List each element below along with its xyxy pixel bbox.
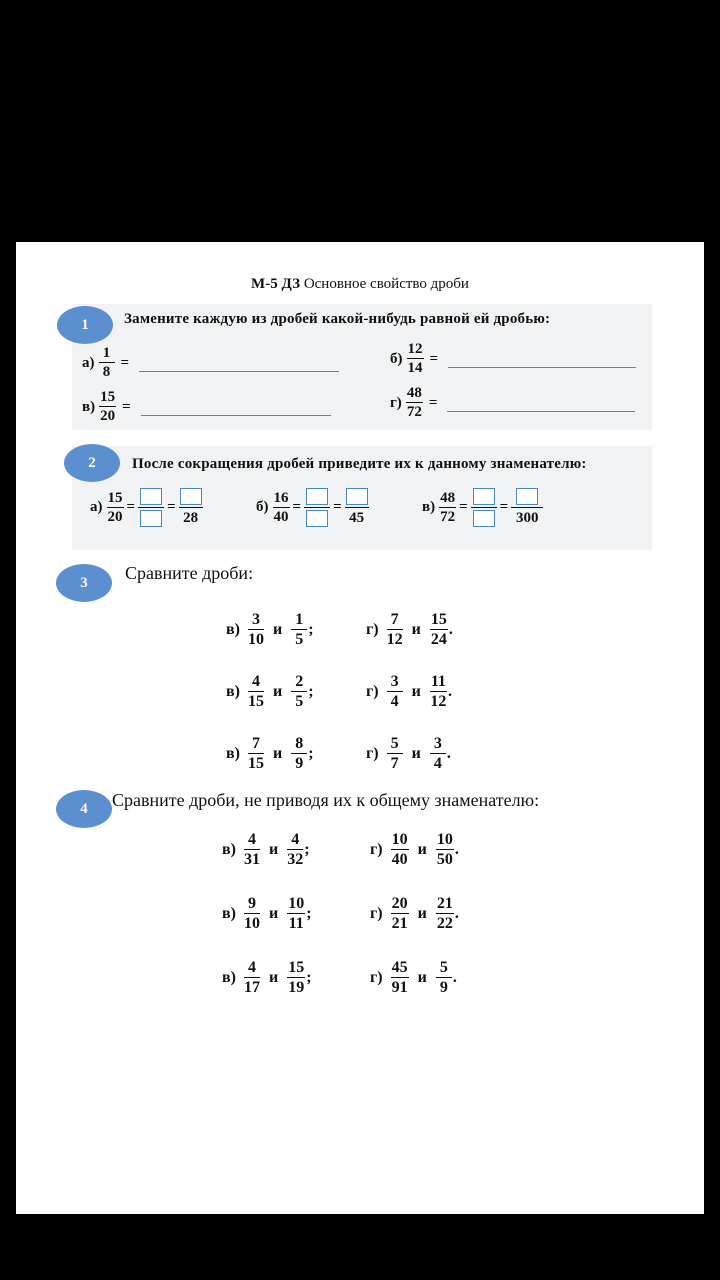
- item-label: б): [390, 350, 403, 367]
- equals-sign: =: [459, 499, 468, 515]
- fraction: $\frac{7}{15}$: [247, 735, 264, 772]
- fraction: $\frac{3}{10}$: [247, 611, 264, 648]
- fraction: $\frac{5}{7}$: [387, 736, 403, 772]
- conjunction: и: [268, 841, 279, 858]
- task3-row2-left: [226, 674, 314, 710]
- punctuation: .: [447, 683, 452, 700]
- fraction: $\frac{2}{5}$: [291, 674, 307, 710]
- task4-heading: Сравните дроби, не приводя их к общему знаменателю:: [112, 790, 540, 810]
- conjunction: и: [411, 683, 421, 700]
- answer-line[interactable]: [141, 415, 331, 416]
- numerator-box[interactable]: [473, 488, 495, 505]
- answer-line[interactable]: [139, 371, 339, 372]
- numerator-box[interactable]: [306, 488, 328, 505]
- conjunction: и: [272, 683, 283, 700]
- punctuation: ;: [308, 745, 314, 762]
- task2-number-badge: 2: [64, 444, 120, 482]
- task4-row3-right: [370, 960, 457, 996]
- conjunction: и: [272, 745, 283, 762]
- page-title: [0, 276, 720, 293]
- item-label: в): [226, 621, 240, 638]
- equals-sign: =: [499, 499, 509, 515]
- fraction: $\frac{11}{12}$: [430, 673, 447, 710]
- task4-row2-left: [222, 896, 312, 932]
- task1-item-b: [390, 342, 636, 376]
- item-label: в): [222, 905, 236, 922]
- punctuation: ;: [306, 905, 312, 922]
- numerator-box[interactable]: [346, 488, 368, 505]
- conjunction: и: [417, 841, 427, 858]
- conjunction: и: [417, 969, 427, 986]
- task3-row3-right: [366, 736, 451, 772]
- numerator-box[interactable]: [140, 488, 162, 505]
- item-label: г): [390, 394, 402, 411]
- task1-item-a: [82, 346, 339, 380]
- fraction: $\frac{21}{22}$: [436, 895, 453, 932]
- fraction: $\frac{7}{12}$: [386, 611, 403, 648]
- task4-row1-right: [370, 832, 459, 868]
- punctuation: ;: [306, 969, 312, 986]
- target-fraction: [179, 488, 203, 527]
- item-label: г): [370, 905, 383, 922]
- item-label: в): [82, 398, 96, 415]
- item-label: а): [90, 499, 103, 515]
- fraction: $\frac{15}{20}$: [107, 489, 123, 525]
- task3-row2-right: [366, 674, 452, 710]
- task2-heading: После сокращения дробей приведите их к данному знаменателю:: [132, 456, 587, 472]
- blank-fraction: [471, 488, 497, 527]
- answer-line[interactable]: [448, 367, 636, 368]
- task1-number-badge: 1: [57, 306, 113, 344]
- item-label: в): [226, 683, 240, 700]
- item-label: в): [222, 969, 236, 986]
- item-label: в): [422, 499, 436, 515]
- item-label: а): [82, 354, 95, 371]
- fraction: $\frac{45}{91}$: [391, 959, 408, 996]
- title-text: Основное свойство дроби: [303, 276, 469, 292]
- conjunction: и: [268, 969, 279, 986]
- item-label: в): [222, 841, 236, 858]
- fraction: $\frac{4}{32}$: [287, 831, 304, 868]
- fraction: $\frac{15}{19}$: [288, 959, 305, 996]
- fraction: $\frac{5}{9}$: [436, 960, 452, 996]
- fraction: $\frac{12}{14}$: [407, 341, 423, 376]
- equals-sign: =: [167, 499, 176, 515]
- answer-line[interactable]: [447, 411, 635, 412]
- item-label: г): [370, 969, 383, 986]
- task2-item-c: [422, 488, 543, 527]
- fraction: $\frac{10}{11}$: [288, 895, 305, 932]
- fraction: $\frac{48}{72}$: [440, 489, 456, 525]
- equals-sign: =: [120, 354, 130, 371]
- denominator-box[interactable]: [473, 510, 495, 527]
- fraction: $\frac{3}{4}$: [430, 736, 446, 772]
- fraction: $\frac{20}{21}$: [391, 895, 408, 932]
- numerator-box[interactable]: [180, 488, 202, 505]
- item-label: г): [370, 841, 383, 858]
- fraction: $\frac{4}{31}$: [243, 831, 260, 868]
- equals-sign: =: [333, 499, 342, 515]
- fraction: $\frac{1}{8}$: [99, 346, 115, 380]
- title-code: М-5 ДЗ: [251, 276, 301, 292]
- fraction: $\frac{48}{72}$: [406, 385, 422, 420]
- fraction: $\frac{3}{4}$: [387, 674, 403, 710]
- target-denominator: 45: [349, 510, 365, 526]
- equals-sign: =: [292, 499, 302, 515]
- task1-heading: Замените каждую из дробей какой-нибудь равной ей дробью:: [124, 311, 551, 327]
- task3-number-badge: 3: [56, 564, 112, 602]
- task1-item-d: [390, 386, 635, 420]
- fraction: $\frac{15}{24}$: [430, 611, 447, 648]
- fraction: $\frac{8}{9}$: [291, 736, 307, 772]
- item-label: г): [366, 621, 379, 638]
- task3-row3-left: [226, 736, 314, 772]
- fraction: $\frac{9}{10}$: [243, 895, 260, 932]
- item-label: г): [366, 745, 379, 762]
- task2-item-b: [256, 488, 369, 527]
- task3-row1-left: [226, 612, 314, 648]
- task2-item-a: [90, 488, 203, 527]
- equals-sign: =: [126, 499, 136, 515]
- punctuation: .: [454, 905, 459, 922]
- target-denominator: 28: [183, 510, 199, 526]
- punctuation: ;: [304, 841, 310, 858]
- item-label: г): [366, 683, 379, 700]
- fraction: $\frac{10}{40}$: [391, 831, 408, 868]
- fraction: $\frac{15}{20}$: [100, 389, 116, 424]
- equals-sign: =: [428, 394, 438, 411]
- numerator-box[interactable]: [516, 488, 538, 505]
- conjunction: и: [411, 621, 421, 638]
- target-fraction: [511, 488, 543, 527]
- task1-item-c: [82, 390, 331, 424]
- task3-row1-right: [366, 612, 453, 648]
- conjunction: и: [411, 745, 421, 762]
- punctuation: ;: [308, 621, 314, 638]
- conjunction: и: [272, 621, 283, 638]
- task4-number-badge: 4: [56, 790, 112, 828]
- punctuation: .: [448, 621, 453, 638]
- item-label: б): [256, 499, 269, 515]
- fraction: $\frac{16}{40}$: [273, 489, 289, 525]
- task4-row1-left: [222, 832, 310, 868]
- fraction: $\frac{4}{15}$: [247, 673, 264, 710]
- equals-sign: =: [429, 350, 439, 367]
- task3-heading: Сравните дроби:: [125, 563, 254, 583]
- fraction: $\frac{4}{17}$: [243, 959, 260, 996]
- punctuation: .: [454, 841, 459, 858]
- denominator-box[interactable]: [306, 510, 328, 527]
- punctuation: ;: [308, 683, 314, 700]
- target-denominator: 300: [515, 510, 539, 526]
- fraction: $\frac{10}{50}$: [436, 831, 453, 868]
- conjunction: и: [268, 905, 279, 922]
- denominator-box[interactable]: [140, 510, 162, 527]
- punctuation: .: [446, 745, 451, 762]
- blank-fraction: [304, 488, 330, 527]
- equals-sign: =: [122, 398, 131, 415]
- task4-row2-right: [370, 896, 459, 932]
- punctuation: .: [452, 969, 457, 986]
- task4-row3-left: [222, 960, 312, 996]
- fraction: $\frac{1}{5}$: [291, 612, 307, 648]
- item-label: в): [226, 745, 240, 762]
- target-fraction: [345, 488, 369, 527]
- conjunction: и: [417, 905, 427, 922]
- blank-fraction: [138, 488, 164, 527]
